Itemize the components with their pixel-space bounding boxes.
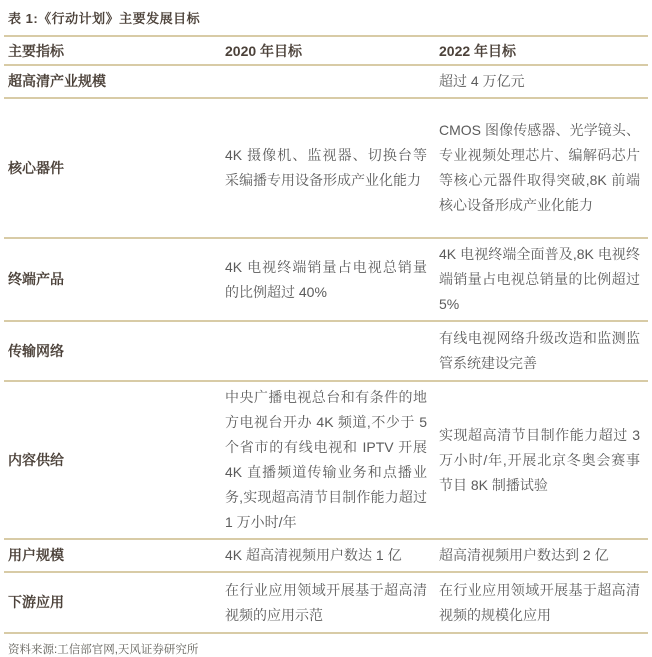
goal-2022-cell: 在行业应用领域开展基于超高清视频的规模化应用 <box>435 572 648 633</box>
table-row-terminal-products <box>4 238 648 321</box>
goal-2022-cell: 有线电视网络升级改造和监测监管系统建设完善 <box>435 321 648 381</box>
source-note: 资料来源:工信部官网,天风证券研究所 <box>8 644 199 656</box>
column-header-2020-goal: 2020 年目标 <box>221 36 435 65</box>
goal-2022-cell: CMOS 图像传感器、光学镜头、专业视频处理芯片、编解码芯片等核心元器件取得突破,8K 前端核心设备形成产业化能力 <box>435 98 648 238</box>
goal-2020-cell: 中央广播电视总台和有条件的地方电视台开办 4K 频道,不少于 5 个省市的有线电视和 IPTV 开展 4K 直播频道传输业务和点播业务,实现超高清节目制作能力超过 1 万小时/年 <box>221 381 435 539</box>
table-title: 表 1:《行动计划》主要发展目标 <box>8 11 201 26</box>
indicator-cell: 终端产品 <box>4 238 221 321</box>
table-row-core-components <box>4 98 648 238</box>
indicator-cell: 超高清产业规模 <box>4 65 221 98</box>
goal-2022-cell: 实现超高清节目制作能力超过 3 万小时/年,开展北京冬奥会赛事节目 8K 制播试验 <box>435 381 648 539</box>
table-row-transmission-network <box>4 321 648 381</box>
goal-2020-cell: 4K 摄像机、监视器、切换台等采编播专用设备形成产业化能力 <box>221 98 435 238</box>
table-row-user-scale <box>4 539 648 572</box>
indicator-cell: 下游应用 <box>4 572 221 633</box>
table-header-row <box>4 36 648 65</box>
table-row-industry-scale <box>4 65 648 98</box>
indicator-cell: 用户规模 <box>4 539 221 572</box>
development-goals-table <box>4 35 648 634</box>
column-header-indicator: 主要指标 <box>4 36 221 65</box>
goal-2022-cell: 4K 电视终端全面普及,8K 电视终端销量占电视总销量的比例超过 5% <box>435 238 648 321</box>
goal-2020-cell: 在行业应用领域开展基于超高清视频的应用示范 <box>221 572 435 633</box>
table-row-downstream-applications <box>4 572 648 633</box>
column-header-2022-goal: 2022 年目标 <box>435 36 648 65</box>
indicator-cell: 传输网络 <box>4 321 221 381</box>
indicator-cell: 内容供给 <box>4 381 221 539</box>
goal-2020-cell: 4K 超高清视频用户数达 1 亿 <box>221 539 435 572</box>
goal-2020-cell: 4K 电视终端销量占电视总销量的比例超过 40% <box>221 238 435 321</box>
table-row-content-supply <box>4 381 648 539</box>
goal-2022-cell: 超过 4 万亿元 <box>435 65 648 98</box>
goal-2022-cell: 超高清视频用户数达到 2 亿 <box>435 539 648 572</box>
indicator-cell: 核心器件 <box>4 98 221 238</box>
goal-2020-cell <box>221 65 435 98</box>
goal-2020-cell <box>221 321 435 381</box>
